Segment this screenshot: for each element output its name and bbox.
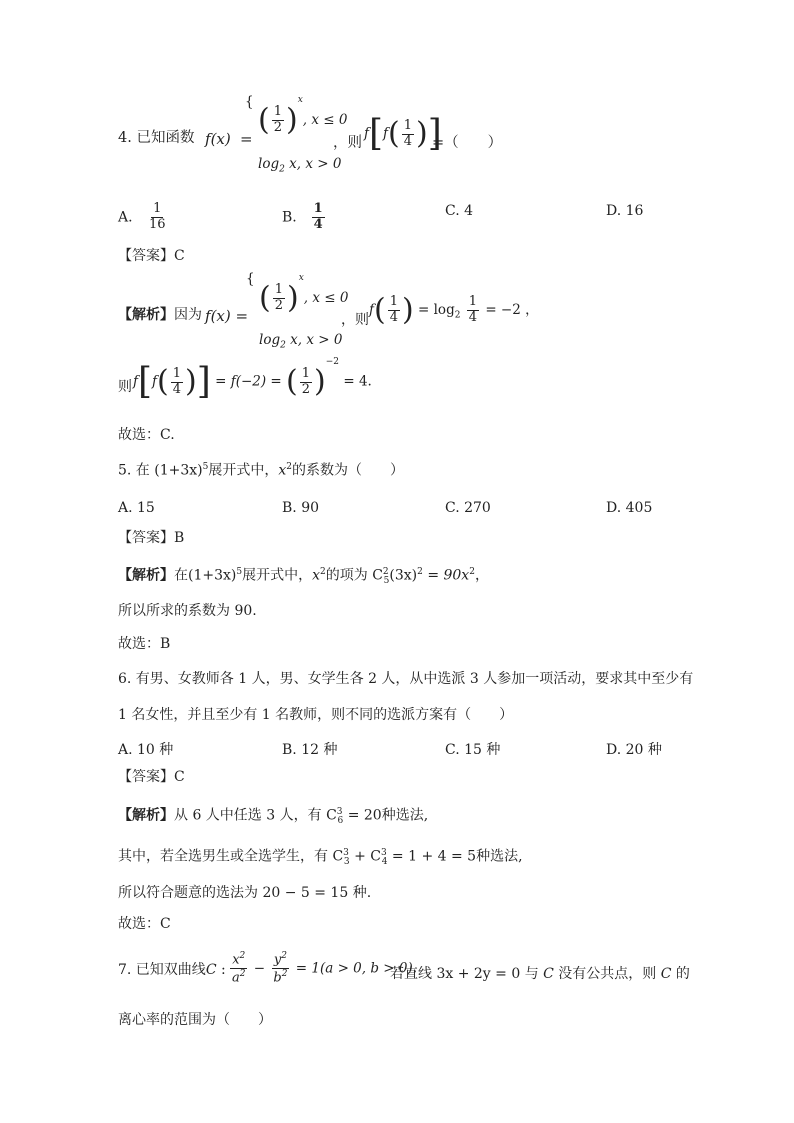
q5-choose: 故选：B xyxy=(118,636,171,652)
q6-option-a[interactable]: A. 10 种 xyxy=(118,742,174,758)
q4-piece2: $\log_2 x$, x > 0 xyxy=(258,156,342,175)
q7-equation: $\frac{x^2}{a^2}$ − $\frac{y^2}{b^2}$ = 1(a > 0, b > 0). xyxy=(232,951,418,986)
q4-analysis-line2-pre: 则 xyxy=(118,379,132,395)
q4-option-c[interactable]: C. 4 xyxy=(445,203,474,219)
q4-choose: 故选：C. xyxy=(118,427,175,443)
q6-option-b[interactable]: B. 12 种 xyxy=(282,742,338,758)
q5-answer: 【答案】B xyxy=(118,530,185,546)
q5-option-b[interactable]: B. 90 xyxy=(282,500,320,516)
q4-option-b[interactable]: B. $\frac{1}{4}$ xyxy=(282,201,323,232)
q6-choose: 故选：C xyxy=(118,916,171,932)
q6-option-c[interactable]: C. 15 种 xyxy=(445,742,501,758)
q5-option-c[interactable]: C. 270 xyxy=(445,500,491,516)
q4-analysis-then: ，则 xyxy=(341,312,369,328)
q4-analysis-eval: f( $\frac{1}{4}$ ) = $\log_2$ $\frac{1}{4}$ = −2 ， xyxy=(369,292,539,328)
q6-option-d[interactable]: D. 20 种 xyxy=(606,742,662,758)
q7-stem-pre: 7. 已知双曲线C : xyxy=(118,962,226,978)
q6-answer: 【答案】C xyxy=(118,769,185,785)
q4-option-a[interactable]: A. $\frac{1}{16}$ xyxy=(118,201,166,232)
q4-piece1: ( $\frac{1}{2}$ )$^x$, x ≤ 0 xyxy=(258,95,348,138)
q5-stem: 5. 在 $(1+3x)^5$展开式中，$x^2$的系数为（ ） xyxy=(118,462,405,479)
q6-stem-line2: 1 名女性，并且至少有 1 名教师，则不同的选派方案有（ ） xyxy=(118,707,514,723)
q4-tail: =（ ） xyxy=(432,135,503,151)
q4-analysis-label: 【解析】因为 xyxy=(118,307,202,323)
q7-stem-line2: 离心率的范围为（ ） xyxy=(118,1012,272,1028)
q5-option-d[interactable]: D. 405 xyxy=(606,500,653,516)
q4-fx: f(x) xyxy=(205,130,231,148)
q4-option-d[interactable]: D. 16 xyxy=(606,203,644,219)
q5-analysis-line2: 所以所求的系数为 90. xyxy=(118,603,257,619)
q4-eq: = xyxy=(240,130,253,148)
q4-analysis-fx: f(x) = xyxy=(205,307,249,325)
q6-stem-line1: 6. 有男、女教师各 1 人，男、女学生各 2 人，从中选派 3 人参加一项活动，要求其中至少有 xyxy=(118,671,694,687)
q4-prefix: 4. 已知函数 xyxy=(118,130,195,146)
q5-option-a[interactable]: A. 15 xyxy=(118,500,155,516)
q4-analysis-piece1: ( $\frac{1}{2}$ )$^x$, x ≤ 0 xyxy=(259,273,349,316)
q4-answer: 【答案】C xyxy=(118,248,185,264)
q5-analysis: 【解析】在$(1+3x)^5$展开式中，$x^2$的项为 $C^2_5(3x)^2 = 90x^2$， xyxy=(118,567,489,587)
q4-nested: f[f( $\frac{1}{4}$ )] xyxy=(364,113,442,154)
q7-stem-line: 若直线 3x + 2y = 0 与 C 没有公共点，则 C 的 xyxy=(390,966,690,982)
q4-analysis-brace: { xyxy=(246,271,255,287)
q4-analysis-line2: f[f( $\frac{1}{4}$ )] = f(−2) = ( $\frac{1}{2}$ )$^{-2}$ = 4. xyxy=(133,357,372,402)
q4-analysis-piece2: $\log_2 x$, x > 0 xyxy=(259,332,343,351)
q4-then: ，则 xyxy=(333,135,362,151)
q6-analysis-line3: 所以符合题意的选法为 20 − 5 = 15 种. xyxy=(118,885,372,901)
q4-brace: { xyxy=(245,94,254,110)
q6-analysis: 【解析】从 6 人中任选 3 人，有 $C^3_6 = 20$种选法, xyxy=(118,807,429,827)
q6-analysis-line2: 其中，若全选男生或全选学生，有 $C^3_3 + C^3_4 = 1 + 4 = 5$种选法, xyxy=(118,848,523,868)
